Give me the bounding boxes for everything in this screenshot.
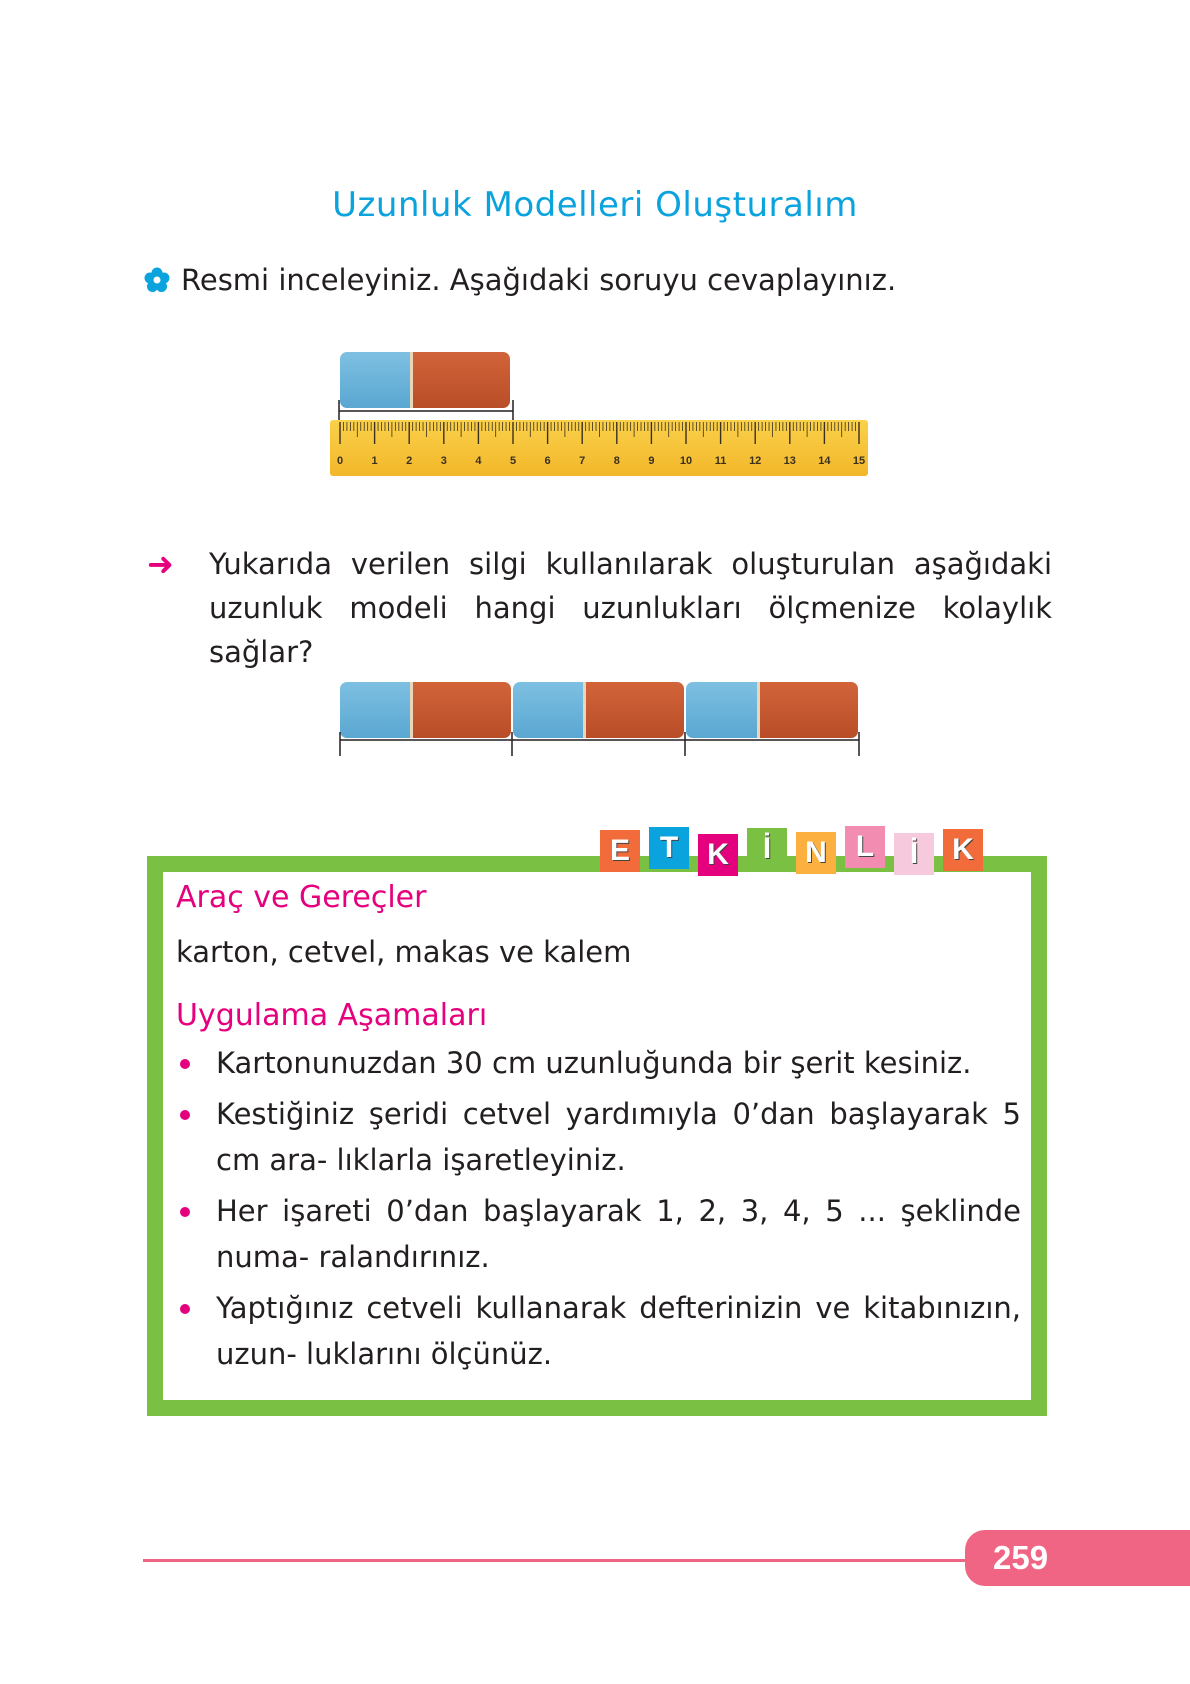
ruler-label: 0	[336, 455, 344, 467]
ruler-label: 8	[613, 455, 620, 467]
ruler-label: 4	[475, 455, 482, 467]
footer-line	[143, 1559, 968, 1562]
ruler-label: 11	[714, 455, 727, 467]
banner-tile: İ	[747, 828, 787, 870]
banner-tile: E	[600, 830, 640, 872]
page-number: 259	[965, 1530, 1190, 1586]
ruler-ticks	[330, 420, 868, 476]
banner-tile: K	[943, 829, 983, 871]
question-text: Yukarıda verilen silgi kullanılarak oluşturulan aşağıdaki uzunluk modeli hangi uzunlukları ölçmenize kolaylık sağlar?	[209, 547, 1052, 669]
step-item: Yaptığınız cetveli kullanarak defterinizin ve kitabınızın, uzun- luklarını ölçünüz.	[176, 1285, 1021, 1377]
steps-heading: Uygulama Aşamaları	[176, 998, 488, 1033]
step-item: Kestiğiniz şeridi cetvel yardımıyla 0’dan başlayarak 5 cm ara- lıklarla işaretleyiniz.	[176, 1091, 1021, 1183]
activity-banner	[600, 830, 983, 872]
ruler-label: 10	[679, 455, 693, 467]
ruler	[330, 420, 868, 476]
banner-tile: İ	[894, 833, 934, 875]
page-title: Uzunluk Modelleri Oluşturalım	[332, 185, 858, 225]
ruler-label: 15	[852, 455, 866, 467]
ruler-label: 9	[648, 455, 655, 467]
materials-heading: Araç ve Gereçler	[176, 880, 427, 915]
step-item: Her işareti 0’dan başlayarak 1, 2, 3, 4, 5 ... şeklinde numa- ralandırınız.	[176, 1188, 1021, 1280]
ruler-label: 14	[818, 455, 831, 467]
question	[147, 542, 1052, 674]
ruler-label: 13	[783, 455, 796, 467]
arrow-icon: ➜	[147, 545, 174, 583]
banner-tile: K	[698, 834, 738, 876]
materials-text: karton, cetvel, makas ve kalem	[176, 935, 632, 969]
flower-icon	[143, 266, 171, 294]
banner-tile: N	[796, 832, 836, 874]
ruler-label: 7	[579, 455, 586, 467]
instruction	[143, 263, 896, 297]
banner-tile: L	[845, 826, 885, 868]
banner-tile: T	[649, 827, 689, 869]
steps-list	[176, 1040, 1021, 1382]
step-item: Kartonunuzdan 30 cm uzunluğunda bir şerit kesiniz.	[176, 1040, 1021, 1086]
ruler-label: 3	[440, 455, 447, 467]
instruction-text: Resmi inceleyiniz. Aşağıdaki soruyu cevaplayınız.	[181, 263, 897, 297]
ruler-label: 12	[749, 455, 762, 467]
ruler-label: 1	[371, 455, 378, 467]
ruler-label: 6	[544, 455, 551, 467]
ruler-label: 2	[406, 455, 413, 467]
ruler-label: 5	[509, 455, 517, 467]
model-bracket	[338, 728, 862, 758]
